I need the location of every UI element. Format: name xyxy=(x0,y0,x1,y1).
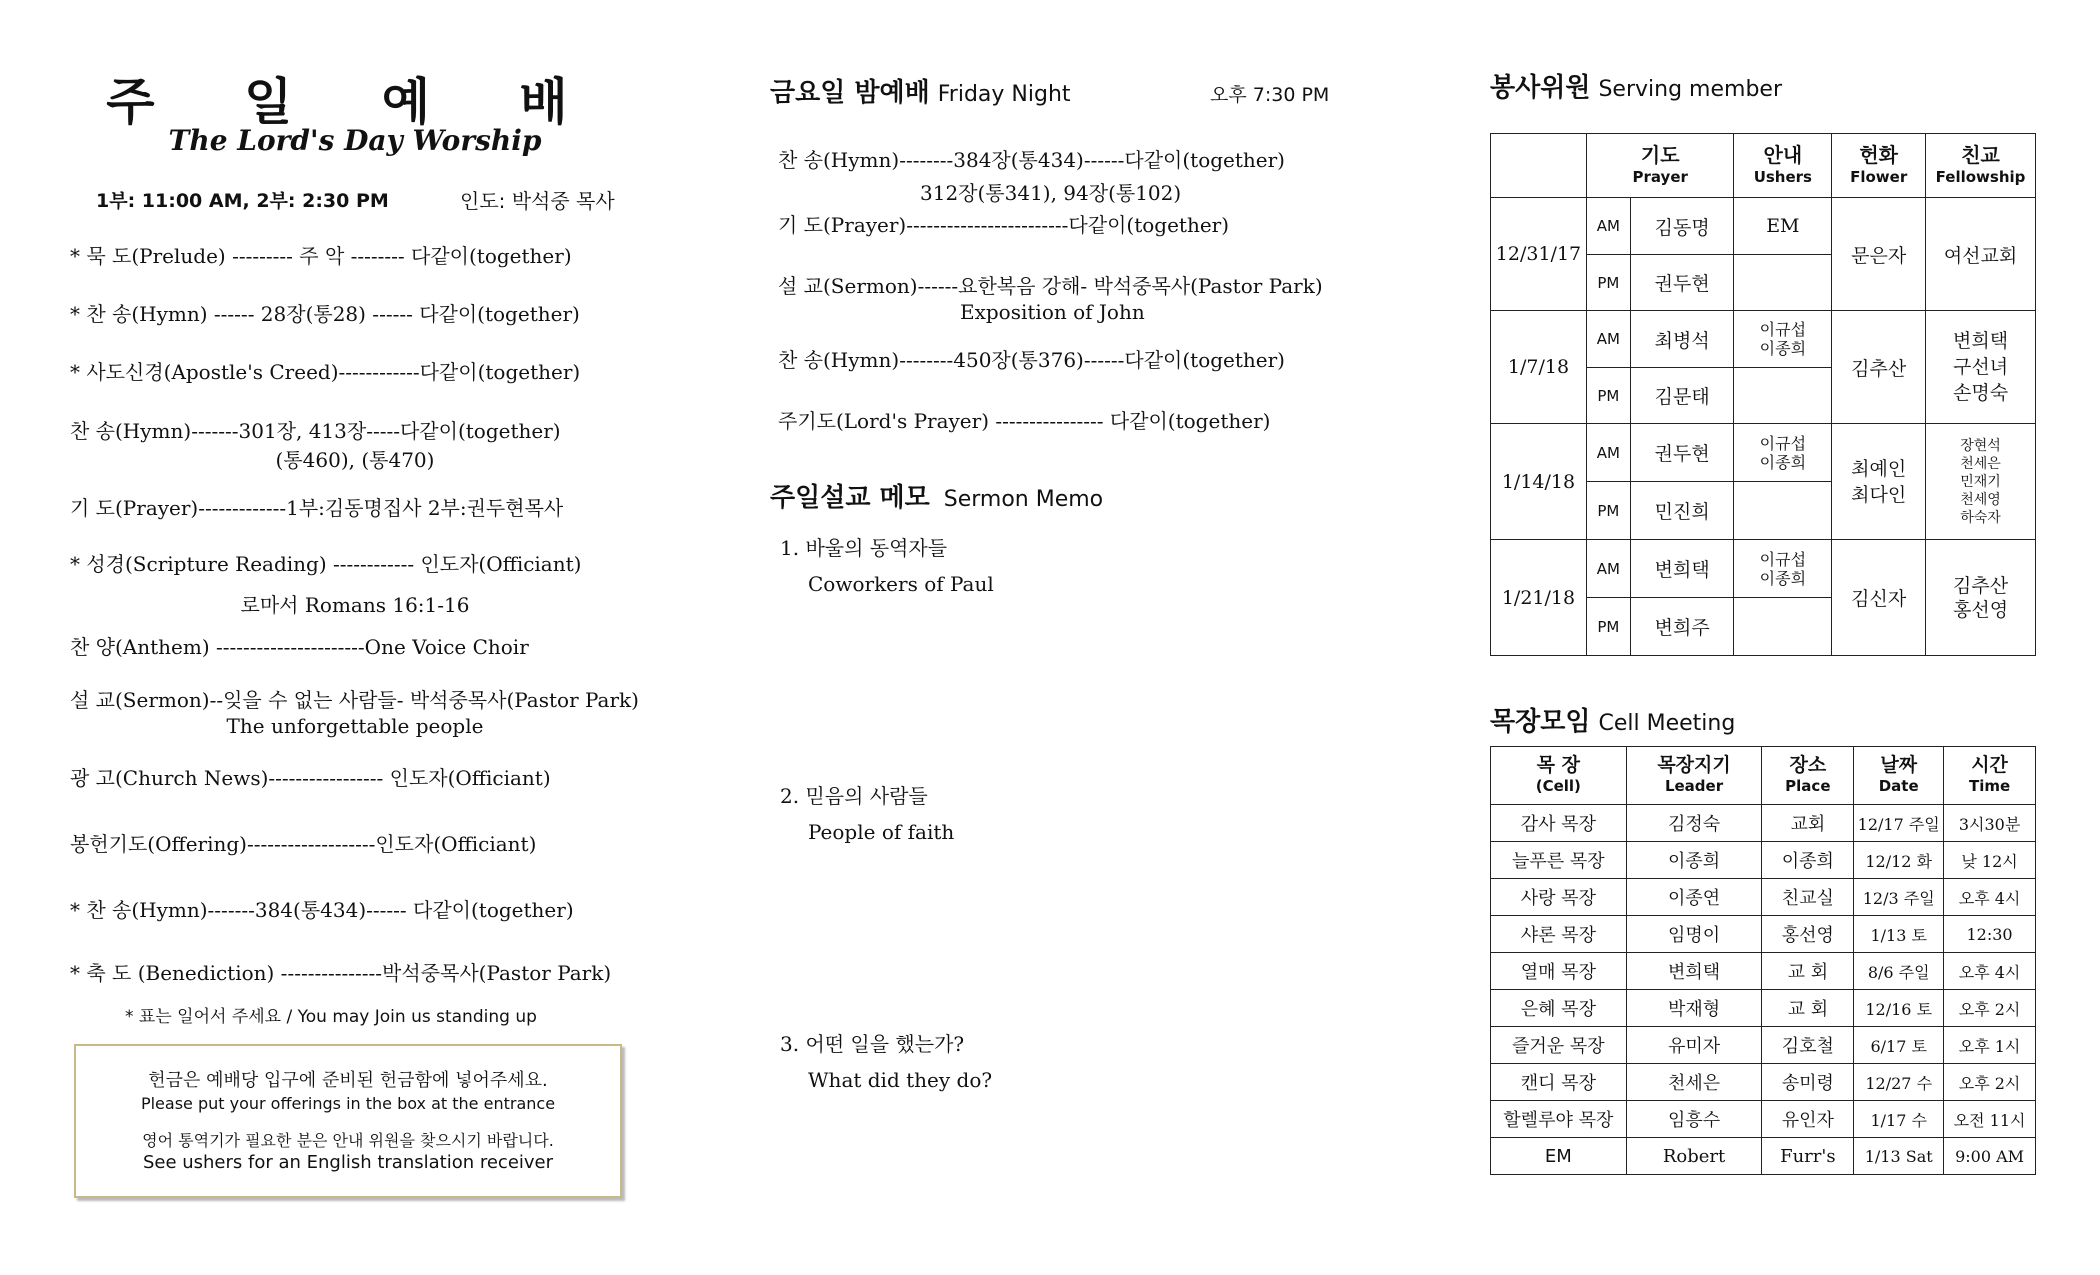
am-label: AM xyxy=(1586,198,1630,255)
cell-date: 1/13 Sat xyxy=(1854,1138,1944,1175)
cell-name: 할렐루야 목장 xyxy=(1491,1101,1627,1138)
memo-item-2-ko: 2. 믿음의 사람들 xyxy=(780,784,928,808)
memo-item-1-ko: 1. 바울의 동역자들 xyxy=(780,536,948,560)
serving-date: 1/7/18 xyxy=(1491,311,1587,424)
serving-fellowship: 여선교회 xyxy=(1926,198,2036,311)
cell-name: 감사 목장 xyxy=(1491,805,1627,842)
serving-header-blank xyxy=(1491,134,1587,198)
table-row xyxy=(1491,879,2036,916)
cell-date: 1/13 토 xyxy=(1854,916,1944,953)
offering-notice-box xyxy=(74,1044,622,1198)
order-anthem: 찬 양(Anthem) ----------------------One Voice Choir xyxy=(70,635,529,659)
serving-pm-usher xyxy=(1734,368,1832,424)
cell-header-place: 장소 Place xyxy=(1762,747,1854,805)
serving-header-fellowship: 친교 Fellowship xyxy=(1926,134,2036,198)
order-creed: * 사도신경(Apostle's Creed)------------다같이(together) xyxy=(70,360,581,384)
friday-title-en: Friday Night xyxy=(937,82,1071,107)
cell-title xyxy=(1490,701,1735,738)
cell-name: 캔디 목장 xyxy=(1491,1064,1627,1101)
serving-title-en: Serving member xyxy=(1598,77,1782,102)
am-label: AM xyxy=(1586,540,1630,598)
cell-date: 1/17 수 xyxy=(1854,1101,1944,1138)
cell-leader: 김정숙 xyxy=(1626,805,1762,842)
cell-date: 12/3 주일 xyxy=(1854,879,1944,916)
cell-table-body xyxy=(1491,805,2036,1175)
cell-place: 유인자 xyxy=(1762,1101,1854,1138)
table-row xyxy=(1491,953,2036,990)
table-row xyxy=(1491,1101,2036,1138)
pm-label: PM xyxy=(1586,598,1630,656)
order-offering: 봉헌기도(Offering)-------------------인도자(Officiant) xyxy=(70,832,537,856)
cell-name: 은혜 목장 xyxy=(1491,990,1627,1027)
am-label: AM xyxy=(1586,311,1630,368)
memo-title xyxy=(770,477,1103,514)
worship-title-en: The Lord's Day Worship xyxy=(168,124,542,157)
serving-pm-prayer: 민진희 xyxy=(1630,482,1734,540)
order-hymn-2: 찬 송(Hymn)-------301장, 413장-----다같이(together) xyxy=(70,419,561,443)
cell-date: 12/17 주일 xyxy=(1854,805,1944,842)
serving-title-ko: 봉사위원 xyxy=(1490,73,1591,103)
serving-fellowship: 김추산 홍선영 xyxy=(1926,540,2036,656)
table-row xyxy=(1491,1064,2036,1101)
friday-prayer: 기 도(Prayer)------------------------다같이(together) xyxy=(778,213,1230,237)
friday-title xyxy=(770,72,1071,109)
serving-pm-usher xyxy=(1734,482,1832,540)
cell-place: 송미령 xyxy=(1762,1064,1854,1101)
cell-time: 12:30 xyxy=(1944,916,2036,953)
order-sermon-title-en: The unforgettable people xyxy=(226,714,484,738)
friday-title-ko: 금요일 밤예배 xyxy=(770,78,930,108)
serving-header-ushers: 안내 Ushers xyxy=(1734,134,1832,198)
cell-time: 오후 4시 xyxy=(1944,953,2036,990)
pm-label: PM xyxy=(1586,482,1630,540)
order-sermon: 설 교(Sermon)--잊을 수 없는 사람들- 박석중목사(Pastor Park) xyxy=(70,688,639,712)
serving-table xyxy=(1490,133,2036,656)
translation-en: See ushers for an English translation receiver xyxy=(142,1152,554,1173)
serving-fellowship: 장현석 천세은 민재기 천세영 하숙자 xyxy=(1926,424,2036,540)
serving-am-usher: 이규섭 이종희 xyxy=(1734,311,1832,368)
cell-place: 김호철 xyxy=(1762,1027,1854,1064)
cell-leader: 임흥수 xyxy=(1626,1101,1762,1138)
cell-place: Furr's xyxy=(1762,1138,1854,1175)
table-row xyxy=(1491,1138,2036,1175)
cell-name: 사랑 목장 xyxy=(1491,879,1627,916)
cell-place: 홍선영 xyxy=(1762,916,1854,953)
offering-en: Please put your offerings in the box at the entrance xyxy=(140,1094,556,1113)
serving-fellowship: 변희택 구선녀 손명숙 xyxy=(1926,311,2036,424)
cell-time: 오후 2시 xyxy=(1944,1064,2036,1101)
friday-hymn-1: 찬 송(Hymn)--------384장(통434)------다같이(together) xyxy=(778,148,1285,172)
serving-date: 1/21/18 xyxy=(1491,540,1587,656)
cell-name: 즐거운 목장 xyxy=(1491,1027,1627,1064)
cell-place: 교 회 xyxy=(1762,990,1854,1027)
cell-name: 샤론 목장 xyxy=(1491,916,1627,953)
table-row xyxy=(1491,842,2036,879)
translation-ko: 영어 통역기가 필요한 분은 안내 위원을 찾으시기 바랍니다. xyxy=(142,1131,554,1150)
order-hymn-1: * 찬 송(Hymn) ------ 28장(통28) ------ 다같이(together) xyxy=(70,302,580,326)
order-hymn-3: * 찬 송(Hymn)-------384(통434)------ 다같이(together) xyxy=(70,898,574,922)
table-row xyxy=(1491,540,2036,598)
cell-header-time: 시간 Time xyxy=(1944,747,2036,805)
cell-place: 친교실 xyxy=(1762,879,1854,916)
cell-place: 교회 xyxy=(1762,805,1854,842)
cell-leader: 이종희 xyxy=(1626,842,1762,879)
serving-pm-prayer: 변희주 xyxy=(1630,598,1734,656)
serving-am-prayer: 변희택 xyxy=(1630,540,1734,598)
serving-header-flower: 헌화 Flower xyxy=(1832,134,1926,198)
cell-leader: Robert xyxy=(1626,1138,1762,1175)
serving-am-prayer: 김동명 xyxy=(1630,198,1734,255)
cell-header-leader: 목장지기 Leader xyxy=(1626,747,1762,805)
friday-time: 오후 7:30 PM xyxy=(1210,84,1330,106)
cell-title-en: Cell Meeting xyxy=(1598,711,1736,736)
cell-header-cell: 목 장 (Cell) xyxy=(1491,747,1627,805)
friday-hymn-2: 찬 송(Hymn)--------450장(통376)------다같이(together) xyxy=(778,348,1285,372)
cell-date: 8/6 주일 xyxy=(1854,953,1944,990)
memo-item-1 xyxy=(780,530,994,602)
memo-item-3-en: What did they do? xyxy=(808,1068,993,1092)
memo-item-3-ko: 3. 어떤 일을 했는가? xyxy=(780,1032,965,1056)
cell-leader: 박재형 xyxy=(1626,990,1762,1027)
cell-place: 교 회 xyxy=(1762,953,1854,990)
worship-title-ko: 주 일 예 배 xyxy=(106,73,604,131)
pm-label: PM xyxy=(1586,368,1630,424)
table-row xyxy=(1491,1027,2036,1064)
cell-date: 12/27 수 xyxy=(1854,1064,1944,1101)
order-hymn-2-alt: (통460), (통470) xyxy=(275,448,435,472)
cell-header-row xyxy=(1491,747,2036,805)
table-row xyxy=(1491,916,2036,953)
memo-item-3 xyxy=(780,1026,992,1098)
cell-header-date: 날짜 Date xyxy=(1854,747,1944,805)
serving-date: 1/14/18 xyxy=(1491,424,1587,540)
serving-flower: 문은자 xyxy=(1832,198,1926,311)
friday-sermon-en: Exposition of John xyxy=(960,300,1145,324)
cell-time: 오전 11시 xyxy=(1944,1101,2036,1138)
friday-hymn-1-alt: 312장(통341), 94장(통102) xyxy=(920,181,1182,205)
memo-item-2 xyxy=(780,778,954,850)
standing-note: * 표는 일어서 주세요 / You may Join us standing up xyxy=(125,1007,537,1027)
serving-pm-prayer: 권두현 xyxy=(1630,255,1734,311)
offering-ko: 헌금은 예배당 입구에 준비된 헌금함에 넣어주세요. xyxy=(148,1070,548,1091)
table-row xyxy=(1491,990,2036,1027)
serving-title xyxy=(1490,67,1782,104)
cell-time: 오후 4시 xyxy=(1944,879,2036,916)
cell-leader: 변희택 xyxy=(1626,953,1762,990)
serving-date: 12/31/17 xyxy=(1491,198,1587,311)
order-news: 광 고(Church News)----------------- 인도자(Officiant) xyxy=(70,766,551,790)
cell-time: 9:00 AM xyxy=(1944,1138,2036,1175)
cell-leader: 천세은 xyxy=(1626,1064,1762,1101)
serving-am-usher: 이규섭 이종희 xyxy=(1734,540,1832,598)
cell-time: 3시30분 xyxy=(1944,805,2036,842)
table-row xyxy=(1491,198,2036,255)
serving-am-prayer: 권두현 xyxy=(1630,424,1734,482)
pm-label: PM xyxy=(1586,255,1630,311)
cell-time: 오후 1시 xyxy=(1944,1027,2036,1064)
friday-lords-prayer: 주기도(Lord's Prayer) ---------------- 다같이(together) xyxy=(778,409,1271,433)
serving-flower: 김추산 xyxy=(1832,311,1926,424)
worship-leader: 인도: 박석중 목사 xyxy=(460,189,615,213)
order-prayer: 기 도(Prayer)-------------1부:김동명집사 2부:권두현목사 xyxy=(70,496,564,520)
friday-sermon: 설 교(Sermon)------요한복음 강해- 박석중목사(Pastor Park) xyxy=(778,274,1323,298)
serving-flower: 김신자 xyxy=(1832,540,1926,656)
serving-am-usher: 이규섭 이종희 xyxy=(1734,424,1832,482)
serving-pm-usher xyxy=(1734,255,1832,311)
table-row xyxy=(1491,311,2036,368)
cell-date: 12/12 화 xyxy=(1854,842,1944,879)
memo-title-en: Sermon Memo xyxy=(943,487,1104,512)
memo-item-1-en: Coworkers of Paul xyxy=(808,572,994,596)
table-row xyxy=(1491,805,2036,842)
memo-item-2-en: People of faith xyxy=(808,820,955,844)
order-prelude: * 묵 도(Prelude) --------- 주 악 -------- 다같이(together) xyxy=(70,244,572,268)
cell-name: EM xyxy=(1491,1138,1627,1175)
serving-flower: 최예인 최다인 xyxy=(1832,424,1926,540)
cell-table xyxy=(1490,746,2036,1175)
cell-place: 이종희 xyxy=(1762,842,1854,879)
order-benediction: * 축 도 (Benediction) ---------------박석중목사(Pastor Park) xyxy=(70,961,612,985)
cell-name: 늘푸른 목장 xyxy=(1491,842,1627,879)
cell-date: 12/16 토 xyxy=(1854,990,1944,1027)
serving-pm-usher xyxy=(1734,598,1832,656)
cell-date: 6/17 토 xyxy=(1854,1027,1944,1064)
cell-name: 열매 목장 xyxy=(1491,953,1627,990)
serving-am-usher: EM xyxy=(1734,198,1832,255)
serving-header-prayer: 기도 Prayer xyxy=(1586,134,1734,198)
cell-title-ko: 목장모임 xyxy=(1490,707,1591,737)
cell-time: 오후 2시 xyxy=(1944,990,2036,1027)
serving-pm-prayer: 김문태 xyxy=(1630,368,1734,424)
am-label: AM xyxy=(1586,424,1630,482)
cell-leader: 이종연 xyxy=(1626,879,1762,916)
serving-am-prayer: 최병석 xyxy=(1630,311,1734,368)
cell-leader: 유미자 xyxy=(1626,1027,1762,1064)
table-row xyxy=(1491,424,2036,482)
worship-times: 1부: 11:00 AM, 2부: 2:30 PM xyxy=(96,190,389,212)
cell-leader: 임명이 xyxy=(1626,916,1762,953)
order-scripture-passage: 로마서 Romans 16:1-16 xyxy=(240,593,470,617)
cell-time: 낮 12시 xyxy=(1944,842,2036,879)
serving-header-row xyxy=(1491,134,2036,198)
order-scripture: * 성경(Scripture Reading) ------------ 인도자(Officiant) xyxy=(70,552,582,576)
memo-title-ko: 주일설교 메모 xyxy=(770,483,930,513)
